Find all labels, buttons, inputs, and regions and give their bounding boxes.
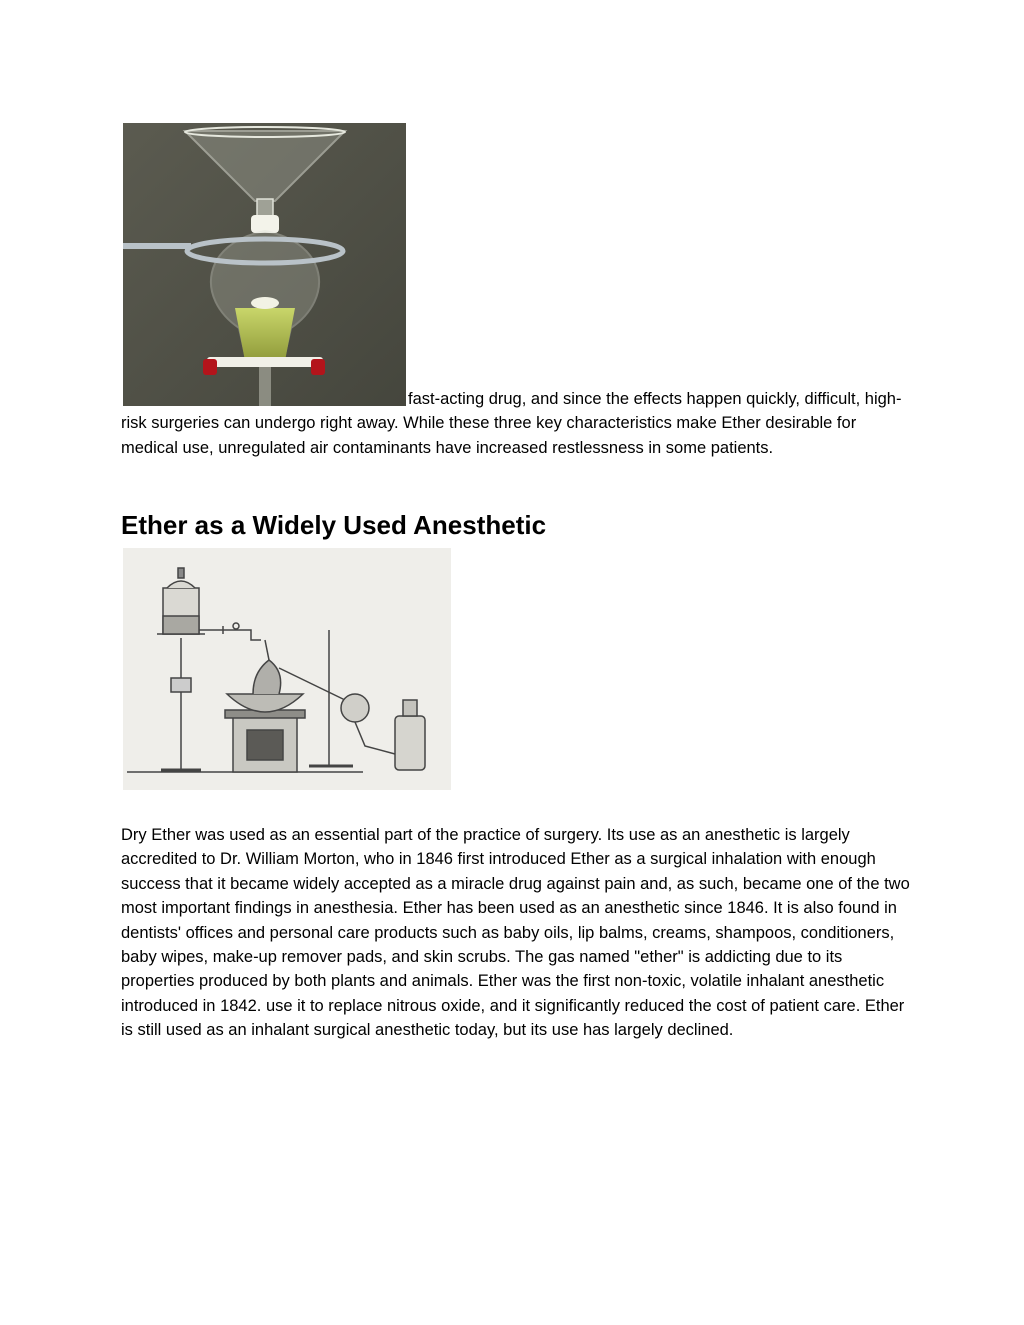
separatory-funnel-image xyxy=(123,123,406,406)
section-heading: Ether as a Widely Used Anesthetic xyxy=(121,510,547,540)
ether-history-paragraph: Dry Ether was used as an essential part of the practice of surgery. Its use as an anesthetic is largely accredited to Dr. William Morton, who in 1846 first introduced Ether as a surgical inhalation with enough success that it became widely accepted as a miracle drug against pain and, as such, became one of the two most important findings in anesthesia. Ether has been used as an anesthetic since 1846. It is also found in dentists' offices and personal care products such as baby oils, lip balms, creams, shampoos, conditioners, baby wipes, make-up remover pads, and skin scrubs. The gas named "ether" is addicting due to its properties produced by both plants and animals. Ether was the first non-toxic, volatile inhalant anesthetic introduced in 1842. use it to replace nitrous oxide, and it significantly reduced the cost of patient care. Ether is still used as an inhalant surgical anesthetic today, but its use has largely declined. xyxy=(121,826,910,1040)
funnel-caption-paragraph xyxy=(121,387,911,460)
paragraph-text: fast-acting drug, and since the effects happen quickly, difficult, high-risk surgeries can undergo right away. While these three key characteristics make Ether desirable for medical use, unregulated air contaminants have increased restlessness in some patients. xyxy=(121,390,902,457)
distillation-apparatus-image xyxy=(123,548,451,790)
